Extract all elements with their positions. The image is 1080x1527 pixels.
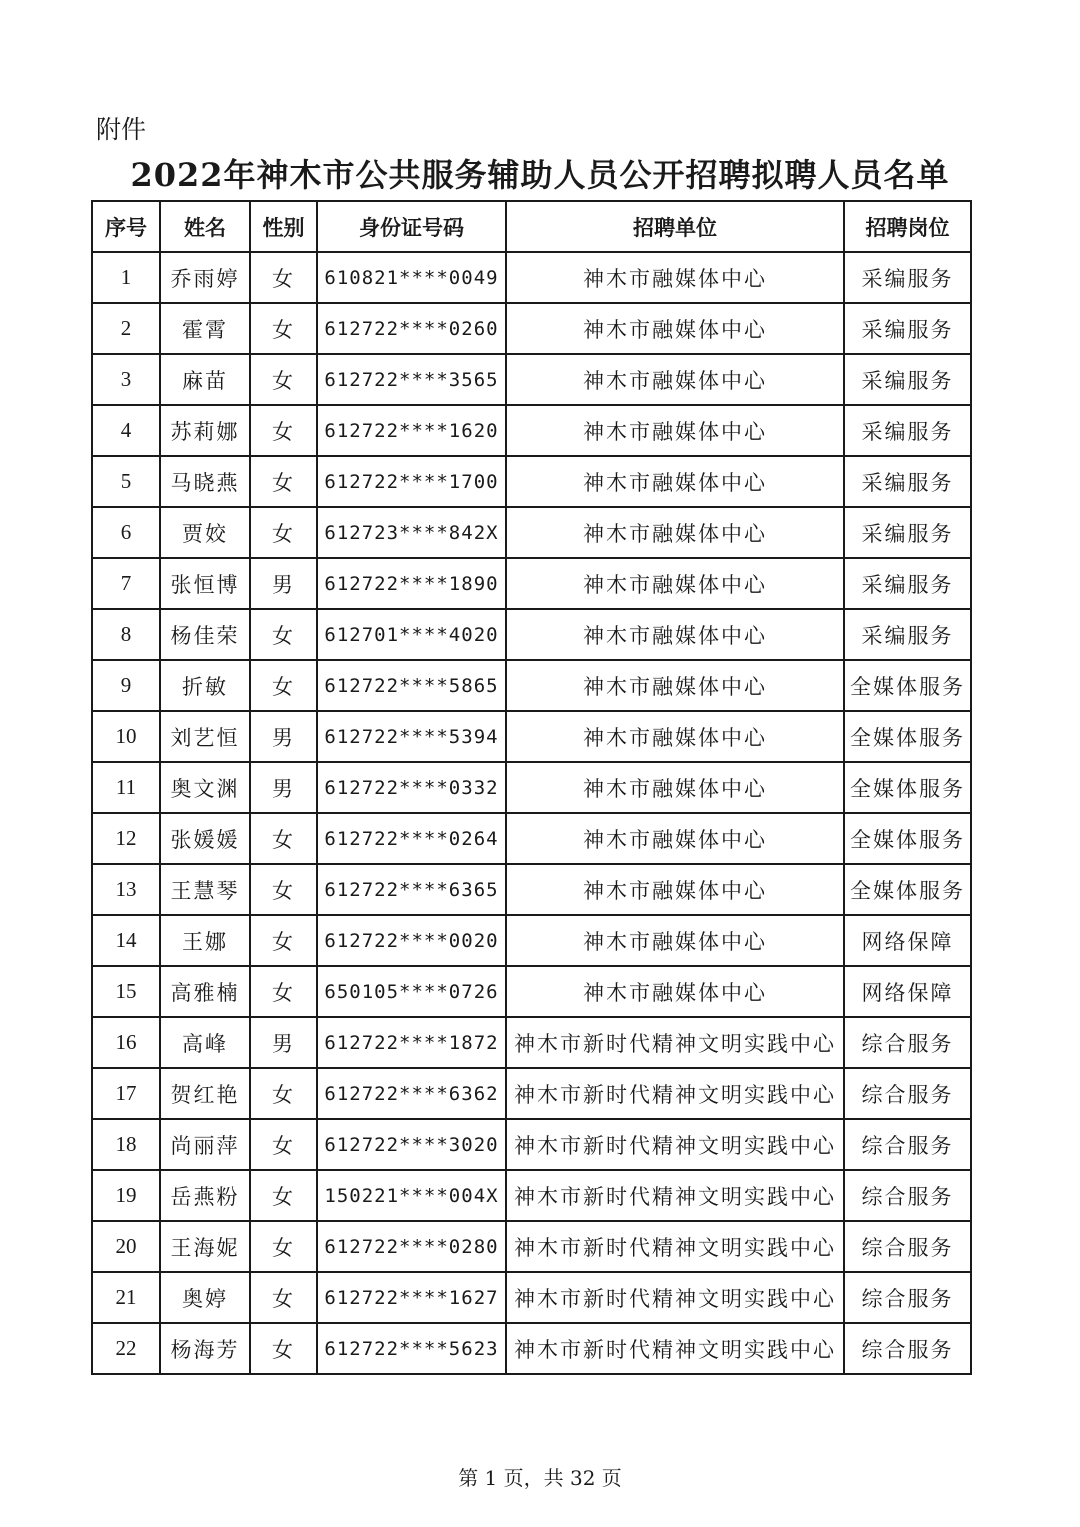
row-index: 21 <box>92 1272 160 1323</box>
table-header-row <box>92 201 971 252</box>
table-row <box>92 660 971 711</box>
id-number: 612722****3565 <box>317 354 506 405</box>
table-row <box>92 966 971 1017</box>
recruiting-unit: 神木市新时代精神文明实践中心 <box>506 1119 844 1170</box>
recruiting-post: 采编服务 <box>844 354 971 405</box>
row-index: 6 <box>92 507 160 558</box>
person-name: 乔雨婷 <box>160 252 250 303</box>
row-index: 7 <box>92 558 160 609</box>
person-sex: 女 <box>250 1323 317 1374</box>
person-sex: 女 <box>250 660 317 711</box>
id-number: 612722****6362 <box>317 1068 506 1119</box>
row-index: 22 <box>92 1323 160 1374</box>
document-title: 2022年神木市公共服务辅助人员公开招聘拟聘人员名单 <box>130 156 950 194</box>
recruiting-post: 网络保障 <box>844 966 971 1017</box>
person-name: 霍霄 <box>160 303 250 354</box>
recruiting-unit: 神木市融媒体中心 <box>506 609 844 660</box>
recruiting-unit: 神木市新时代精神文明实践中心 <box>506 1221 844 1272</box>
recruiting-post: 采编服务 <box>844 303 971 354</box>
person-sex: 男 <box>250 1017 317 1068</box>
person-sex: 女 <box>250 1068 317 1119</box>
column-header-unit: 招聘单位 <box>506 201 844 252</box>
person-sex: 女 <box>250 915 317 966</box>
person-sex: 女 <box>250 609 317 660</box>
table-row <box>92 1170 971 1221</box>
table-row <box>92 303 971 354</box>
attachment-label: 附件 <box>96 115 147 144</box>
table-row <box>92 456 971 507</box>
row-index: 1 <box>92 252 160 303</box>
recruiting-post: 采编服务 <box>844 507 971 558</box>
id-number: 650105****0726 <box>317 966 506 1017</box>
recruiting-unit: 神木市融媒体中心 <box>506 558 844 609</box>
id-number: 612722****1627 <box>317 1272 506 1323</box>
person-name: 张恒博 <box>160 558 250 609</box>
recruiting-post: 全媒体服务 <box>844 660 971 711</box>
person-name: 王娜 <box>160 915 250 966</box>
table-row <box>92 609 971 660</box>
recruiting-unit: 神木市新时代精神文明实践中心 <box>506 1272 844 1323</box>
id-number: 612722****0332 <box>317 762 506 813</box>
person-name: 杨海芳 <box>160 1323 250 1374</box>
table-row <box>92 1017 971 1068</box>
person-sex: 女 <box>250 252 317 303</box>
recruiting-unit: 神木市融媒体中心 <box>506 711 844 762</box>
candidate-table <box>91 200 972 1375</box>
recruiting-post: 综合服务 <box>844 1119 971 1170</box>
row-index: 11 <box>92 762 160 813</box>
person-name: 杨佳荣 <box>160 609 250 660</box>
table-row <box>92 1221 971 1272</box>
page-number: 第 1 页，共 32 页 <box>458 1466 622 1490</box>
person-sex: 男 <box>250 711 317 762</box>
id-number: 612701****4020 <box>317 609 506 660</box>
person-name: 折敏 <box>160 660 250 711</box>
table-row <box>92 405 971 456</box>
row-index: 15 <box>92 966 160 1017</box>
recruiting-unit: 神木市新时代精神文明实践中心 <box>506 1017 844 1068</box>
row-index: 17 <box>92 1068 160 1119</box>
row-index: 13 <box>92 864 160 915</box>
recruiting-unit: 神木市融媒体中心 <box>506 915 844 966</box>
recruiting-unit: 神木市新时代精神文明实践中心 <box>506 1068 844 1119</box>
id-number: 610821****0049 <box>317 252 506 303</box>
recruiting-unit: 神木市融媒体中心 <box>506 507 844 558</box>
row-index: 10 <box>92 711 160 762</box>
table-row <box>92 354 971 405</box>
table-row <box>92 252 971 303</box>
row-index: 9 <box>92 660 160 711</box>
person-sex: 女 <box>250 507 317 558</box>
recruiting-unit: 神木市新时代精神文明实践中心 <box>506 1170 844 1221</box>
id-number: 612722****1620 <box>317 405 506 456</box>
recruiting-post: 全媒体服务 <box>844 762 971 813</box>
table-row <box>92 711 971 762</box>
table-row <box>92 1068 971 1119</box>
recruiting-post: 全媒体服务 <box>844 813 971 864</box>
person-sex: 女 <box>250 456 317 507</box>
id-number: 612722****1872 <box>317 1017 506 1068</box>
id-number: 612722****0020 <box>317 915 506 966</box>
id-number: 612722****3020 <box>317 1119 506 1170</box>
recruiting-unit: 神木市融媒体中心 <box>506 762 844 813</box>
person-sex: 女 <box>250 405 317 456</box>
row-index: 14 <box>92 915 160 966</box>
recruiting-unit: 神木市融媒体中心 <box>506 354 844 405</box>
recruiting-unit: 神木市融媒体中心 <box>506 252 844 303</box>
id-number: 612722****0260 <box>317 303 506 354</box>
person-name: 马晓燕 <box>160 456 250 507</box>
row-index: 16 <box>92 1017 160 1068</box>
recruiting-post: 采编服务 <box>844 558 971 609</box>
table-body <box>92 252 971 1374</box>
table-row <box>92 762 971 813</box>
recruiting-post: 全媒体服务 <box>844 864 971 915</box>
recruiting-post: 综合服务 <box>844 1272 971 1323</box>
person-name: 奥文渊 <box>160 762 250 813</box>
row-index: 4 <box>92 405 160 456</box>
person-sex: 女 <box>250 1170 317 1221</box>
table-row <box>92 1323 971 1374</box>
row-index: 3 <box>92 354 160 405</box>
column-header-index: 序号 <box>92 201 160 252</box>
recruiting-unit: 神木市融媒体中心 <box>506 405 844 456</box>
table-row <box>92 864 971 915</box>
person-name: 尚丽萍 <box>160 1119 250 1170</box>
row-index: 20 <box>92 1221 160 1272</box>
person-sex: 女 <box>250 1119 317 1170</box>
id-number: 612723****842X <box>317 507 506 558</box>
person-sex: 女 <box>250 864 317 915</box>
row-index: 5 <box>92 456 160 507</box>
person-name: 贺红艳 <box>160 1068 250 1119</box>
id-number: 612722****5623 <box>317 1323 506 1374</box>
recruiting-post: 综合服务 <box>844 1323 971 1374</box>
row-index: 19 <box>92 1170 160 1221</box>
recruiting-post: 综合服务 <box>844 1068 971 1119</box>
table-row <box>92 1272 971 1323</box>
person-sex: 女 <box>250 813 317 864</box>
person-sex: 男 <box>250 558 317 609</box>
person-name: 岳燕粉 <box>160 1170 250 1221</box>
column-header-name: 姓名 <box>160 201 250 252</box>
table-row <box>92 558 971 609</box>
person-name: 张媛媛 <box>160 813 250 864</box>
recruiting-post: 采编服务 <box>844 405 971 456</box>
person-sex: 女 <box>250 1221 317 1272</box>
column-header-sex: 性别 <box>250 201 317 252</box>
person-sex: 女 <box>250 354 317 405</box>
recruiting-unit: 神木市融媒体中心 <box>506 813 844 864</box>
person-sex: 男 <box>250 762 317 813</box>
person-name: 麻苗 <box>160 354 250 405</box>
recruiting-unit: 神木市融媒体中心 <box>506 456 844 507</box>
person-name: 高雅楠 <box>160 966 250 1017</box>
person-name: 苏莉娜 <box>160 405 250 456</box>
recruiting-post: 全媒体服务 <box>844 711 971 762</box>
table-row <box>92 915 971 966</box>
person-name: 王海妮 <box>160 1221 250 1272</box>
person-name: 刘艺恒 <box>160 711 250 762</box>
person-sex: 女 <box>250 303 317 354</box>
person-name: 贾姣 <box>160 507 250 558</box>
id-number: 150221****004X <box>317 1170 506 1221</box>
recruiting-post: 综合服务 <box>844 1221 971 1272</box>
id-number: 612722****0264 <box>317 813 506 864</box>
table-row <box>92 1119 971 1170</box>
column-header-post: 招聘岗位 <box>844 201 971 252</box>
recruiting-unit: 神木市融媒体中心 <box>506 864 844 915</box>
person-sex: 女 <box>250 1272 317 1323</box>
row-index: 18 <box>92 1119 160 1170</box>
id-number: 612722****5394 <box>317 711 506 762</box>
recruiting-unit: 神木市融媒体中心 <box>506 303 844 354</box>
row-index: 12 <box>92 813 160 864</box>
row-index: 8 <box>92 609 160 660</box>
person-name: 高峰 <box>160 1017 250 1068</box>
person-name: 王慧琴 <box>160 864 250 915</box>
recruiting-unit: 神木市融媒体中心 <box>506 966 844 1017</box>
table-row <box>92 813 971 864</box>
recruiting-unit: 神木市融媒体中心 <box>506 660 844 711</box>
column-header-id-number: 身份证号码 <box>317 201 506 252</box>
recruiting-post: 采编服务 <box>844 252 971 303</box>
id-number: 612722****1890 <box>317 558 506 609</box>
recruiting-unit: 神木市新时代精神文明实践中心 <box>506 1323 844 1374</box>
recruiting-post: 网络保障 <box>844 915 971 966</box>
person-name: 奥婷 <box>160 1272 250 1323</box>
recruiting-post: 采编服务 <box>844 456 971 507</box>
recruiting-post: 综合服务 <box>844 1017 971 1068</box>
id-number: 612722****5865 <box>317 660 506 711</box>
id-number: 612722****6365 <box>317 864 506 915</box>
person-sex: 女 <box>250 966 317 1017</box>
id-number: 612722****0280 <box>317 1221 506 1272</box>
recruiting-post: 综合服务 <box>844 1170 971 1221</box>
id-number: 612722****1700 <box>317 456 506 507</box>
row-index: 2 <box>92 303 160 354</box>
table-row <box>92 507 971 558</box>
recruiting-post: 采编服务 <box>844 609 971 660</box>
